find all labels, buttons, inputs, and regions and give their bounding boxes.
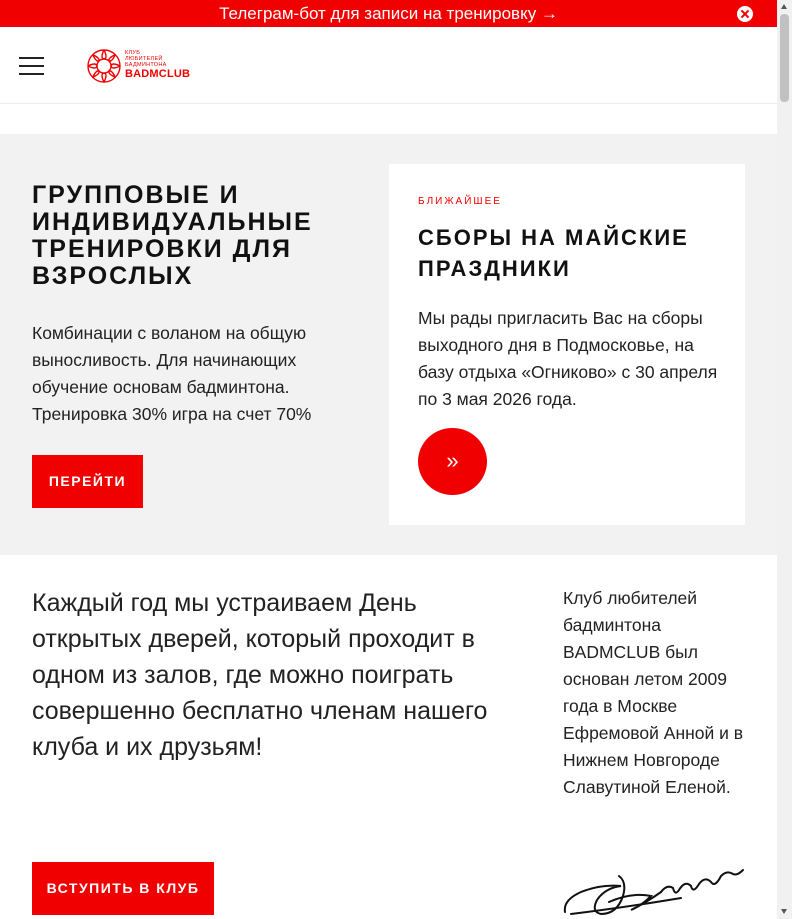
go-button[interactable]: ПЕРЕЙТИ	[32, 455, 143, 508]
logo-brand: BADMCLUB	[125, 68, 191, 80]
hero-section	[0, 134, 777, 555]
close-icon[interactable]	[737, 6, 753, 22]
logo-line: КЛУБ	[125, 50, 141, 56]
signature-icon	[561, 862, 746, 919]
promo-banner[interactable]	[0, 0, 777, 27]
club-history-text: Клуб любителей бадминтона BADMCLUB был основан летом 2009 года в Москве Ефремовой Анной и в Нижнем Новгороде Славутиной Еленой.	[563, 588, 744, 797]
burger-line	[19, 57, 44, 59]
card-arrow-button[interactable]: »	[418, 428, 487, 495]
scroll-up-arrow-icon[interactable]	[781, 4, 787, 9]
burger-line	[19, 65, 44, 67]
news-card	[389, 164, 745, 525]
card-eyebrow: БЛИЖАЙШЕЕ	[418, 196, 502, 207]
open-day-text: Каждый год мы устраиваем День открытых дверей, который проходит в одном из залов, где можно поиграть совершенно бесплатно членам нашего клуба и их друзьям!	[32, 589, 488, 761]
card-description: Мы рады пригласить Вас на сборы выходного дня в Подмосковье, на базу отдыха «Огниково» с 30 апреля по 3 мая 2026 года.	[418, 308, 718, 409]
burger-line	[19, 73, 44, 75]
hero-description: Комбинации с воланом на общую выносливость. Для начинающих обучение основам бадминтона. Тренировка 30% игра на счет 70%	[32, 323, 312, 424]
site-logo[interactable]	[85, 47, 195, 85]
hero-title: ГРУППОВЫЕ И ИНДИВИДУАЛЬНЫЕ ТРЕНИРОВКИ ДЛЯ ВЗРОСЛЫХ	[32, 181, 313, 290]
burger-menu-icon[interactable]	[19, 57, 44, 75]
header-spacer	[0, 104, 777, 134]
scroll-thumb[interactable]	[780, 14, 789, 102]
promo-link[interactable]: Телеграм-бот для записи на тренировку →	[219, 4, 558, 23]
site-header	[0, 27, 777, 104]
logo-line: ЛЮБИТЕЛЕЙ	[125, 56, 163, 62]
shuttlecock-logo-icon	[85, 47, 123, 85]
scrollbar[interactable]	[777, 0, 792, 919]
scroll-down-arrow-icon[interactable]	[781, 909, 787, 914]
join-club-button[interactable]: ВСТУПИТЬ В КЛУБ	[32, 862, 214, 915]
logo-line: БАДМИНТОНА	[125, 62, 167, 68]
card-title: СБОРЫ НА МАЙСКИЕ ПРАЗДНИКИ	[418, 225, 689, 281]
